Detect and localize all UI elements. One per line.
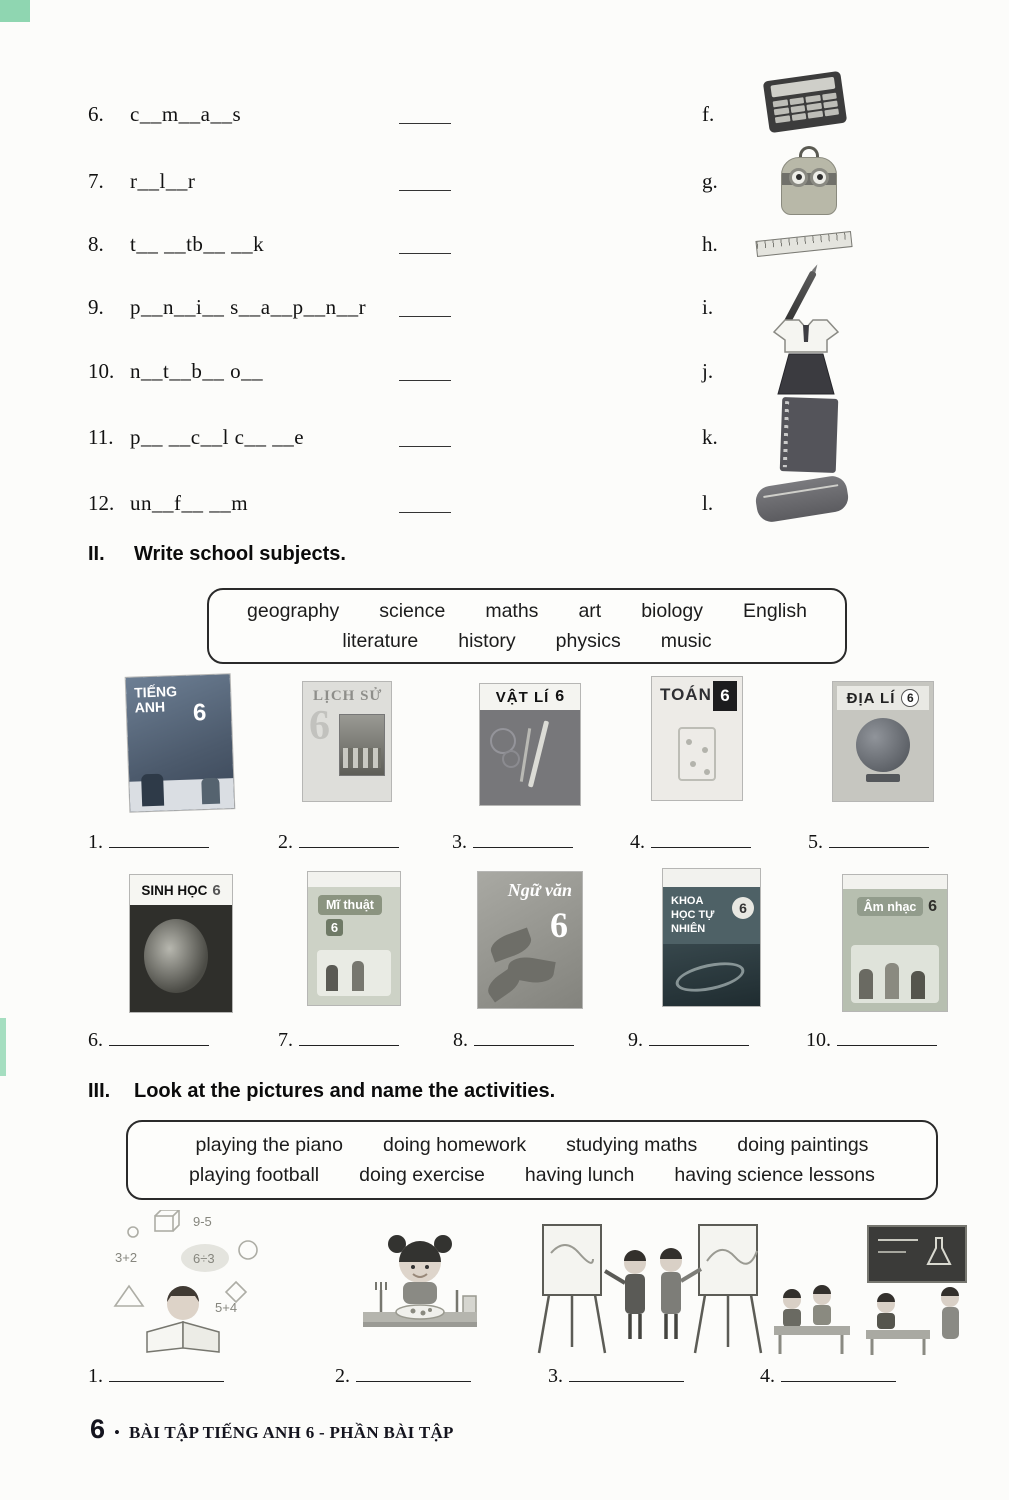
word-option: English bbox=[743, 599, 807, 622]
match-letter: h. bbox=[702, 232, 718, 256]
match-letter: f. bbox=[702, 102, 715, 126]
item-number: 12. bbox=[88, 491, 115, 515]
item-number: 10. bbox=[88, 359, 115, 383]
book-cover-geography bbox=[833, 682, 933, 801]
book-grade: 6 bbox=[309, 703, 330, 749]
vocab-row-7 bbox=[0, 169, 1009, 203]
section-number: III. bbox=[88, 1080, 111, 1102]
answer-line bbox=[569, 1364, 684, 1382]
gapped-word: r__l__r bbox=[130, 169, 196, 193]
gapped-word: p__n__i__ s__a__p__n__r bbox=[130, 295, 367, 319]
word-option: playing football bbox=[189, 1163, 320, 1186]
blank-number: 4. bbox=[760, 1365, 775, 1387]
book-grade: 6 bbox=[212, 881, 221, 899]
backpack-image bbox=[780, 146, 838, 218]
word-option: doing homework bbox=[383, 1133, 527, 1156]
answer-line bbox=[829, 830, 929, 848]
item-number: 11. bbox=[88, 425, 114, 449]
section-number: II. bbox=[88, 543, 105, 565]
blank-number: 1. bbox=[88, 831, 103, 853]
answer-line bbox=[649, 1028, 749, 1046]
book-title: Ngữ văn bbox=[507, 880, 572, 900]
uniform-image bbox=[770, 318, 842, 398]
activities-word-box bbox=[126, 1120, 938, 1200]
book-title: SINH HỌC bbox=[141, 882, 208, 898]
math-label: 5+4 bbox=[215, 1300, 238, 1315]
book-cover-music bbox=[843, 875, 947, 1011]
book-grade: 6 bbox=[928, 898, 937, 915]
book-grade: 6 bbox=[732, 897, 754, 919]
answer-line bbox=[399, 380, 451, 381]
answer-line bbox=[781, 1364, 896, 1382]
activity-image-having-lunch bbox=[345, 1220, 495, 1354]
book-cover-literature bbox=[478, 872, 582, 1008]
book-grade: 6 bbox=[192, 699, 207, 727]
book-grade: 6 bbox=[555, 688, 565, 705]
answer-line bbox=[299, 830, 399, 848]
answer-line bbox=[399, 123, 451, 124]
book-grade: 6 bbox=[713, 681, 737, 711]
match-letter: g. bbox=[702, 169, 718, 193]
page-footer bbox=[90, 1414, 454, 1445]
word-box-line bbox=[128, 1164, 936, 1187]
word-option: having lunch bbox=[524, 1163, 635, 1186]
word-box-line bbox=[128, 1134, 936, 1157]
page-number: 6 bbox=[90, 1414, 106, 1444]
item-number: 9. bbox=[88, 295, 104, 319]
answer-line bbox=[399, 253, 451, 254]
match-letter: j. bbox=[702, 359, 714, 383]
blank-number: 1. bbox=[88, 1365, 103, 1387]
subject-answer-4 bbox=[630, 830, 751, 854]
book-title: LỊCH SỬ bbox=[313, 688, 383, 704]
subject-answer-9 bbox=[628, 1028, 749, 1052]
gapped-word: c__m__a__s bbox=[130, 102, 242, 126]
word-option: literature bbox=[342, 629, 419, 652]
book-title: ĐỊA LÍ bbox=[846, 689, 896, 707]
book-grade: 6 bbox=[550, 905, 568, 945]
gapped-word: p__ __c__l c__ __e bbox=[130, 425, 305, 449]
book-title: TOÁN bbox=[660, 685, 712, 704]
section-title: Write school subjects. bbox=[134, 543, 346, 565]
vocab-row-9 bbox=[0, 295, 1009, 329]
answer-line bbox=[109, 830, 209, 848]
subject-answer-1 bbox=[88, 830, 209, 854]
answer-line bbox=[109, 1028, 209, 1046]
blank-number: 5. bbox=[808, 831, 823, 853]
blank-number: 2. bbox=[278, 831, 293, 853]
answer-line bbox=[473, 830, 573, 848]
vocab-row-11 bbox=[0, 425, 1009, 459]
book-cover-history bbox=[303, 682, 391, 801]
subject-answer-5 bbox=[808, 830, 929, 854]
book-cover-physics bbox=[480, 684, 580, 805]
activity-answer-1 bbox=[88, 1364, 224, 1388]
word-option: doing exercise bbox=[359, 1163, 485, 1186]
blank-number: 7. bbox=[278, 1029, 293, 1051]
word-box-line bbox=[209, 630, 845, 653]
subject-answer-2 bbox=[278, 830, 399, 854]
subject-answer-6 bbox=[88, 1028, 209, 1052]
answer-line bbox=[299, 1028, 399, 1046]
match-letter: l. bbox=[702, 491, 714, 515]
activity-image-science-lesson bbox=[768, 1220, 973, 1357]
answer-line bbox=[399, 446, 451, 447]
blank-number: 3. bbox=[548, 1365, 563, 1387]
activity-image-doing-paintings bbox=[535, 1213, 765, 1357]
item-number: 8. bbox=[88, 232, 104, 256]
vocab-row-6 bbox=[0, 102, 1009, 136]
word-option: doing paintings bbox=[737, 1133, 869, 1156]
book-title: KHOA HỌC TỰ NHIÊN bbox=[671, 895, 715, 935]
word-option: music bbox=[660, 629, 712, 652]
match-letter: k. bbox=[702, 425, 718, 449]
match-letter: i. bbox=[702, 295, 714, 319]
blank-number: 9. bbox=[628, 1029, 643, 1051]
gapped-word: un__f__ __m bbox=[130, 491, 249, 515]
vocab-row-10 bbox=[0, 359, 1009, 393]
answer-line bbox=[474, 1028, 574, 1046]
scan-edge-mark bbox=[0, 0, 30, 22]
subject-answer-3 bbox=[452, 830, 573, 854]
item-number: 7. bbox=[88, 169, 104, 193]
math-label: 3+2 bbox=[115, 1250, 138, 1265]
word-option: biology bbox=[641, 599, 703, 622]
book-title: Mĩ thuật bbox=[318, 895, 382, 915]
calculator-image bbox=[763, 71, 847, 133]
word-option: maths bbox=[485, 599, 539, 622]
gapped-word: n__t__b__ o__ bbox=[130, 359, 264, 383]
activity-answer-2 bbox=[335, 1364, 471, 1388]
book-title: Âm nhạc bbox=[857, 897, 923, 916]
section-2-heading bbox=[88, 543, 346, 566]
subject-answer-10 bbox=[806, 1028, 937, 1052]
activity-answer-4 bbox=[760, 1364, 896, 1388]
word-option: science bbox=[379, 599, 446, 622]
vocab-row-12 bbox=[0, 491, 1009, 525]
section-3-heading bbox=[88, 1080, 555, 1103]
vocab-row-8 bbox=[0, 232, 1009, 266]
word-option: having science lessons bbox=[674, 1163, 875, 1186]
book-cover-biology bbox=[130, 875, 232, 1012]
footer-bullet: • bbox=[114, 1423, 120, 1442]
word-option: geography bbox=[247, 599, 340, 622]
book-grade: 6 bbox=[326, 919, 343, 936]
math-label: 9-5 bbox=[193, 1214, 212, 1229]
section-title: Look at the pictures and name the activities. bbox=[134, 1080, 556, 1102]
book-cover-natural-science bbox=[663, 869, 760, 1006]
book-title: VẬT LÍ bbox=[495, 688, 550, 706]
blank-number: 2. bbox=[335, 1365, 350, 1387]
blank-number: 3. bbox=[452, 831, 467, 853]
book-cover-art bbox=[308, 872, 400, 1005]
answer-line bbox=[399, 190, 451, 191]
subject-answer-7 bbox=[278, 1028, 399, 1052]
answer-line bbox=[109, 1364, 224, 1382]
activity-answer-3 bbox=[548, 1364, 684, 1388]
answer-line bbox=[837, 1028, 937, 1046]
blank-number: 6. bbox=[88, 1029, 103, 1051]
answer-line bbox=[651, 830, 751, 848]
answer-line bbox=[356, 1364, 471, 1382]
blank-number: 10. bbox=[806, 1029, 831, 1051]
word-option: physics bbox=[555, 629, 621, 652]
gapped-word: t__ __tb__ __k bbox=[130, 232, 265, 256]
book-title: TIẾNG ANH bbox=[133, 683, 178, 716]
blank-number: 8. bbox=[453, 1029, 468, 1051]
word-option: studying maths bbox=[566, 1133, 698, 1156]
book-grade: 6 bbox=[901, 689, 919, 707]
activity-image-studying-maths bbox=[105, 1210, 265, 1354]
answer-line bbox=[399, 512, 451, 513]
book-cover-english bbox=[126, 674, 235, 812]
footer-text: BÀI TẬP TIẾNG ANH 6 - PHẦN BÀI TẬP bbox=[128, 1423, 454, 1442]
blank-number: 4. bbox=[630, 831, 645, 853]
word-option: art bbox=[578, 599, 602, 622]
notebook-image bbox=[780, 397, 839, 473]
item-number: 6. bbox=[88, 102, 104, 126]
word-option: history bbox=[458, 629, 516, 652]
scan-edge-mark bbox=[0, 1018, 6, 1076]
book-cover-maths bbox=[652, 677, 742, 800]
subject-answer-8 bbox=[453, 1028, 574, 1052]
word-option: playing the piano bbox=[195, 1133, 343, 1156]
math-label: 6÷3 bbox=[193, 1251, 215, 1266]
answer-line bbox=[399, 316, 451, 317]
subjects-word-box bbox=[207, 588, 847, 664]
word-box-line bbox=[209, 600, 845, 623]
